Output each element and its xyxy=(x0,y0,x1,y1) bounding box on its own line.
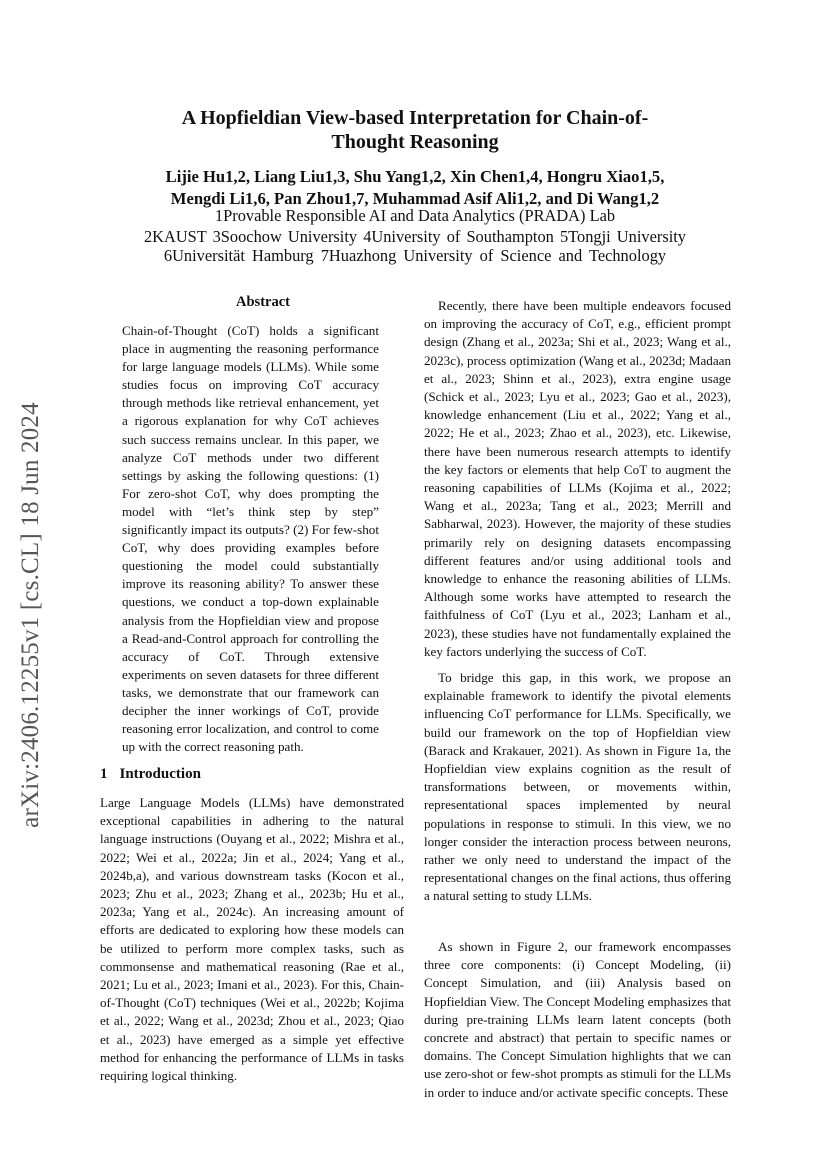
affiliation-line-1: 1Provable Responsible AI and Data Analytics (PRADA) Lab xyxy=(214,206,616,225)
affiliation-line-3: 6Universität Hamburg 7Huazhong University of Science and Technology xyxy=(163,246,667,265)
section-heading-introduction xyxy=(100,766,201,783)
authors-line-2: Mengdi Li1,6, Pan Zhou1,7, Muhammad Asif Ali1,2, and Di Wang1,2 xyxy=(170,189,660,208)
intro-paragraph-1: Large Language Models (LLMs) have demonstrated exceptional capabilities in adhering to the natural language instructions (Ouyang et al., 2022; Mishra et al., 2022; Wei et al., 2022a; Jin et al., 2024; Yang et al., 2024b,a), and various downstream tasks (Kocon et al., 2023; Zhu et al., 2023; Zhang et al., 2023b; Hu et al., 2023a; Yang et al., 2024c). An increasing amount of efforts are dedicated to exploring how these models can be utilized to perform more complex tasks, such as commonsense and mathematical reasoning (Rae et al., 2021; Lu et al., 2023; Imani et al., 2023). For this, Chain-of-Thought (CoT) techniques (Wei et al., 2022b; Kojima et al., 2022; Wang et al., 2023d; Zhou et al., 2023; Qiao et al., 2023) have emerged as a simple yet effective method for enhancing the performance of LLMs in tasks requiring logical thinking. xyxy=(100,795,404,1084)
section-title: Introduction xyxy=(119,766,201,782)
intro-paragraph-4: As shown in Figure 2, our framework encompasses three core components: (i) Concept Modeling, (ii) Concept Simulation, and (iii) Analysis based on Hopfieldian View. The Concept Modeling emphasizes that during pre-training LLMs learn latent concepts (both concrete and abstract) that pertain to specific names or domains. The Concept Simulation highlights that we can use zero-shot or few-shot prompts as stimuli for the LLMs in order to induce and/or activate specific concepts. These xyxy=(424,939,731,1100)
intro-paragraph-2: Recently, there have been multiple endeavors focused on improving the accuracy of CoT, e.g., efficient prompt design (Zhang et al., 2023a; Shi et al., 2023; Wang et al., 2023c), process optimization (Wang et al., 2023d; Madaan et al., 2023; Shinn et al., 2023), extra engine usage (Schick et al., 2023; Lyu et al., 2023; Gao et al., 2023), knowledge enhancement (Liu et al., 2022; Yang et al., 2022; He et al., 2023; Zhao et al., 2023), etc. Likewise, there have been numerous research attempts to identify the key factors or elements that help CoT to augment the reasoning capabilities of LLMs (Kojima et al., 2022; Wang et al., 2023a; Tang et al., 2023; Merrill and Sabharwal, 2023). However, the majority of these studies primarily rely on designing datasets encompassing different features and/or using additional tools and knowledge to enhance the reasoning abilities of LLMs. Although some works have attempted to research the faithfulness of CoT (Lyu et al., 2023; Lanham et al., 2023), these studies have not fundamentally explained the key factors underlying the success of CoT. xyxy=(424,298,731,659)
paper-title: A Hopfieldian View-based Interpretation for Chain-of-Thought Reasoning xyxy=(181,107,649,153)
section-number: 1 xyxy=(100,766,108,782)
intro-paragraph-3: To bridge this gap, in this work, we propose an explainable framework to identify the pivotal elements influencing CoT performance for LLMs. Specifically, we build our framework on the top of Hopfieldian view (Barack and Krakauer, 2021). As shown in Figure 1a, the Hopfieldian view explains cognition as the result of transformations between, or movements within, representational spaces implemented by neural populations in response to stimuli. In this view, we no longer consider the interaction process between neurons, rather we only need to understand the impact of the representational changes on the final actions, thus offering a natural setting to study LLMs. xyxy=(424,670,731,904)
affiliation-line-2: 2KAUST 3Soochow University 4University of Southampton 5Tongji University xyxy=(143,227,687,246)
arxiv-identifier-stamp xyxy=(18,380,44,850)
arxiv-stamp-text: arXiv:2406.12255v1 [cs.CL] 18 Jun 2024 xyxy=(17,402,44,828)
author-list xyxy=(120,166,710,210)
abstract-heading: Abstract xyxy=(236,294,290,310)
authors-line-1: Lijie Hu1,2, Liang Liu1,3, Shu Yang1,2, Xin Chen1,4, Hongru Xiao1,5, xyxy=(165,167,665,186)
abstract-body: Chain-of-Thought (CoT) holds a significant place in augmenting the reasoning performance for large language models (LLMs). While some studies focus on improving CoT accuracy through methods like retrieval enhancement, yet a rigorous explanation for why CoT achieves such success remains unclear. In this paper, we analyze CoT methods under two different settings by asking the following questions: (1) For zero-shot CoT, why does prompting the model with “let’s think step by step” significantly impact its outputs? (2) For few-shot CoT, why does providing examples before questioning the model could substantially improve its reasoning ability? To answer these questions, we conduct a top-down explainable analysis from the Hopfieldian view and propose a Read-and-Control approach for controlling the accuracy of CoT. Through extensive experiments on seven datasets for three different tasks, we demonstrate that our framework can decipher the inner workings of CoT, provide reasoning error localization, and control to come up with the correct reasoning path. xyxy=(122,323,379,755)
